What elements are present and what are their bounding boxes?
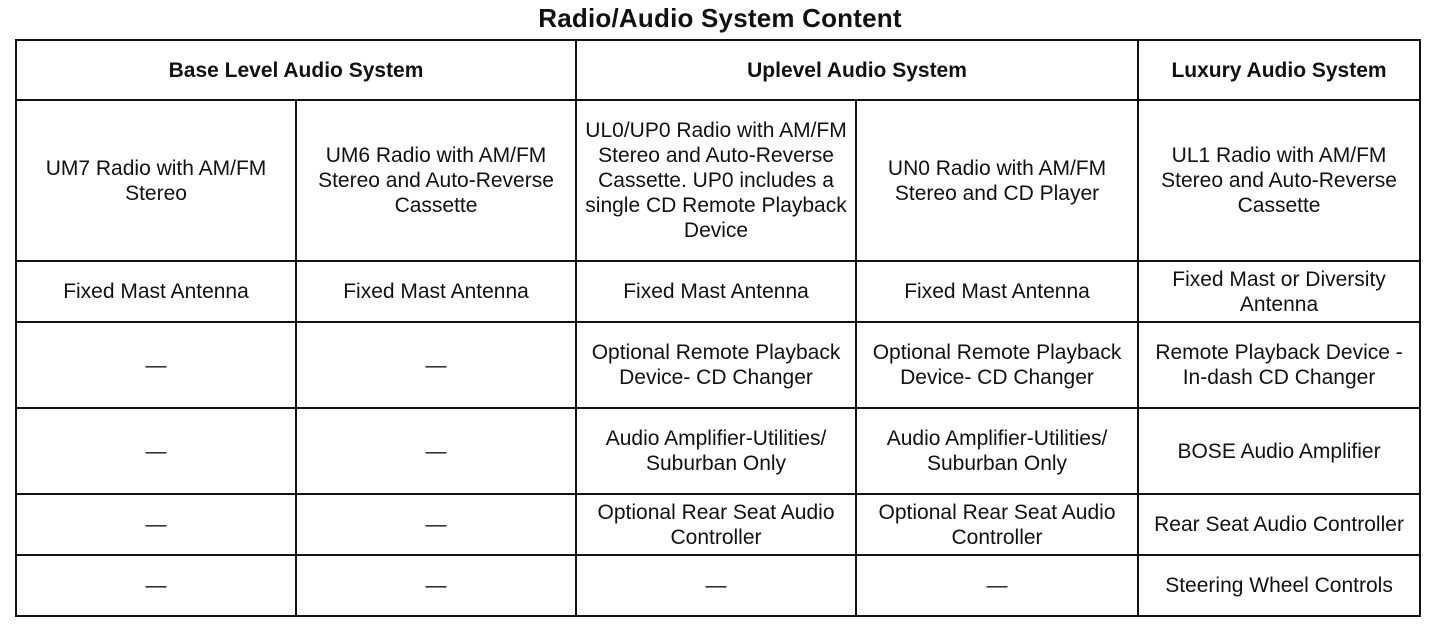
table-cell: — <box>16 494 296 555</box>
radio-model-row <box>16 100 1420 261</box>
table-cell: Remote Playback Device - In-dash CD Changer <box>1138 322 1420 408</box>
table-cell: Fixed Mast or Diversity Antenna <box>1138 261 1420 322</box>
table-title: Radio/Audio System Content <box>538 3 902 33</box>
table-row <box>16 261 1420 322</box>
table-cell: — <box>296 408 576 494</box>
table-cell: — <box>296 555 576 616</box>
table-cell: — <box>296 322 576 408</box>
table-cell: Steering Wheel Controls <box>1138 555 1420 616</box>
table-cell: BOSE Audio Amplifier <box>1138 408 1420 494</box>
table-cell: Optional Remote Playback Device- CD Changer <box>856 322 1138 408</box>
table-cell: Optional Remote Playback Device- CD Changer <box>576 322 856 408</box>
header-luxury: Luxury Audio System <box>1138 40 1420 100</box>
table-cell: — <box>296 494 576 555</box>
table-cell: Optional Rear Seat Audio Controller <box>576 494 856 555</box>
table-cell: Fixed Mast Antenna <box>16 261 296 322</box>
table-cell: — <box>856 555 1138 616</box>
table-cell: Fixed Mast Antenna <box>856 261 1138 322</box>
model-ul1: UL1 Radio with AM/FM Stereo and Auto-Reverse Cassette <box>1138 100 1420 261</box>
model-un0: UN0 Radio with AM/FM Stereo and CD Player <box>856 100 1138 261</box>
header-base-level: Base Level Audio System <box>16 40 576 100</box>
audio-content-table <box>15 39 1421 617</box>
table-row <box>16 494 1420 555</box>
table-cell: Rear Seat Audio Controller <box>1138 494 1420 555</box>
table-row <box>16 555 1420 616</box>
table-row <box>16 322 1420 408</box>
table-cell: — <box>16 555 296 616</box>
table-cell: Fixed Mast Antenna <box>576 261 856 322</box>
header-row <box>16 40 1420 100</box>
table-cell: — <box>16 408 296 494</box>
table-cell: — <box>16 322 296 408</box>
table-cell: Fixed Mast Antenna <box>296 261 576 322</box>
model-ul0-up0: UL0/UP0 Radio with AM/FM Stereo and Auto-Reverse Cassette. UP0 includes a single CD Remote Playback Device <box>576 100 856 261</box>
table-cell: Audio Amplifier-Utilities/ Suburban Only <box>856 408 1138 494</box>
table-cell: — <box>576 555 856 616</box>
table-cell: Optional Rear Seat Audio Controller <box>856 494 1138 555</box>
table-row <box>16 408 1420 494</box>
header-uplevel: Uplevel Audio System <box>576 40 1138 100</box>
table-cell: Audio Amplifier-Utilities/ Suburban Only <box>576 408 856 494</box>
model-um6: UM6 Radio with AM/FM Stereo and Auto-Reverse Cassette <box>296 100 576 261</box>
model-um7: UM7 Radio with AM/FM Stereo <box>16 100 296 261</box>
